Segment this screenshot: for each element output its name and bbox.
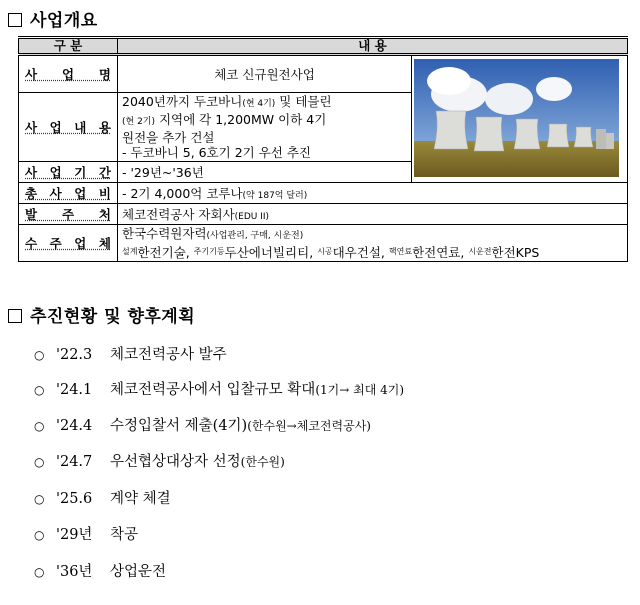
label-client: 발 주 처 — [19, 204, 118, 225]
circle-bullet-icon: ○ — [34, 383, 45, 397]
section-progress-title: 추진현황 및 향후계획 — [8, 302, 195, 327]
value-project-period: - '29년~'36년 — [118, 162, 412, 183]
table-row — [19, 55, 628, 93]
circle-bullet-icon: ○ — [34, 492, 45, 506]
section-overview-title: 사업개요 — [8, 6, 98, 31]
value-project-content: 2040년까지 두코바니(현 4기) 및 테믈린 (현 2기) 지역에 각 1,200MW 이하 4기 원전을 추가 건설 - 두코바니 5, 6호기 2기 우선 추진 — [118, 93, 412, 162]
list-item: ○ '22.3 체코전력공사 발주 — [34, 347, 227, 363]
value-client: 체코전력공사 자회사(EDU II) — [118, 204, 628, 225]
overview-table — [18, 36, 628, 262]
circle-bullet-icon: ○ — [34, 565, 45, 579]
header-content: 내 용 — [118, 38, 628, 55]
checkbox-square-icon — [8, 309, 22, 323]
label-project-content: 사 업 내 용 — [19, 93, 118, 162]
list-item: ○ '24.4 수정입찰서 제출(4기)(한수원→체코전력공사) — [34, 418, 371, 434]
table-row — [19, 183, 628, 204]
value-contractors: 한국수력원자력(사업관리, 구매, 시운전) $^{설계}$한전기술, $^{주기기등}$두산에너빌리티, $^{시공}$대우건설, $^{핵연료}$한전연료, $^{시운전}$한전KPS — [118, 225, 628, 262]
table-row — [19, 204, 628, 225]
list-item: ○ '29년 착공 — [34, 527, 139, 543]
label-project-period: 사 업 기 간 — [19, 162, 118, 183]
cooling-towers-image — [414, 59, 619, 177]
list-item: ○ '36년 상업운전 — [34, 564, 167, 580]
checkbox-square-icon — [8, 13, 22, 27]
list-item: ○ '24.7 우선협상대상자 선정(한수원) — [34, 454, 285, 470]
circle-bullet-icon: ○ — [34, 528, 45, 542]
circle-bullet-icon: ○ — [34, 419, 45, 433]
label-contractors: 수 주 업 체 — [19, 225, 118, 262]
table-header-row — [19, 38, 628, 55]
value-project-name: 체코 신규원전사업 — [118, 55, 412, 93]
label-total-cost: 총 사 업 비 — [19, 183, 118, 204]
list-item: ○ '24.1 체코전력공사에서 입찰규모 확대(1기→ 최대 4기) — [34, 382, 405, 398]
label-project-name: 사 업 명 — [19, 55, 118, 93]
value-total-cost: - 2기 4,000억 코루나(약 187억 달러) — [118, 183, 628, 204]
table-row — [19, 225, 628, 262]
power-plant-photo — [412, 55, 628, 183]
circle-bullet-icon: ○ — [34, 455, 45, 469]
circle-bullet-icon: ○ — [34, 348, 45, 362]
header-category: 구 분 — [19, 38, 118, 55]
list-item: ○ '25.6 계약 체결 — [34, 491, 171, 507]
